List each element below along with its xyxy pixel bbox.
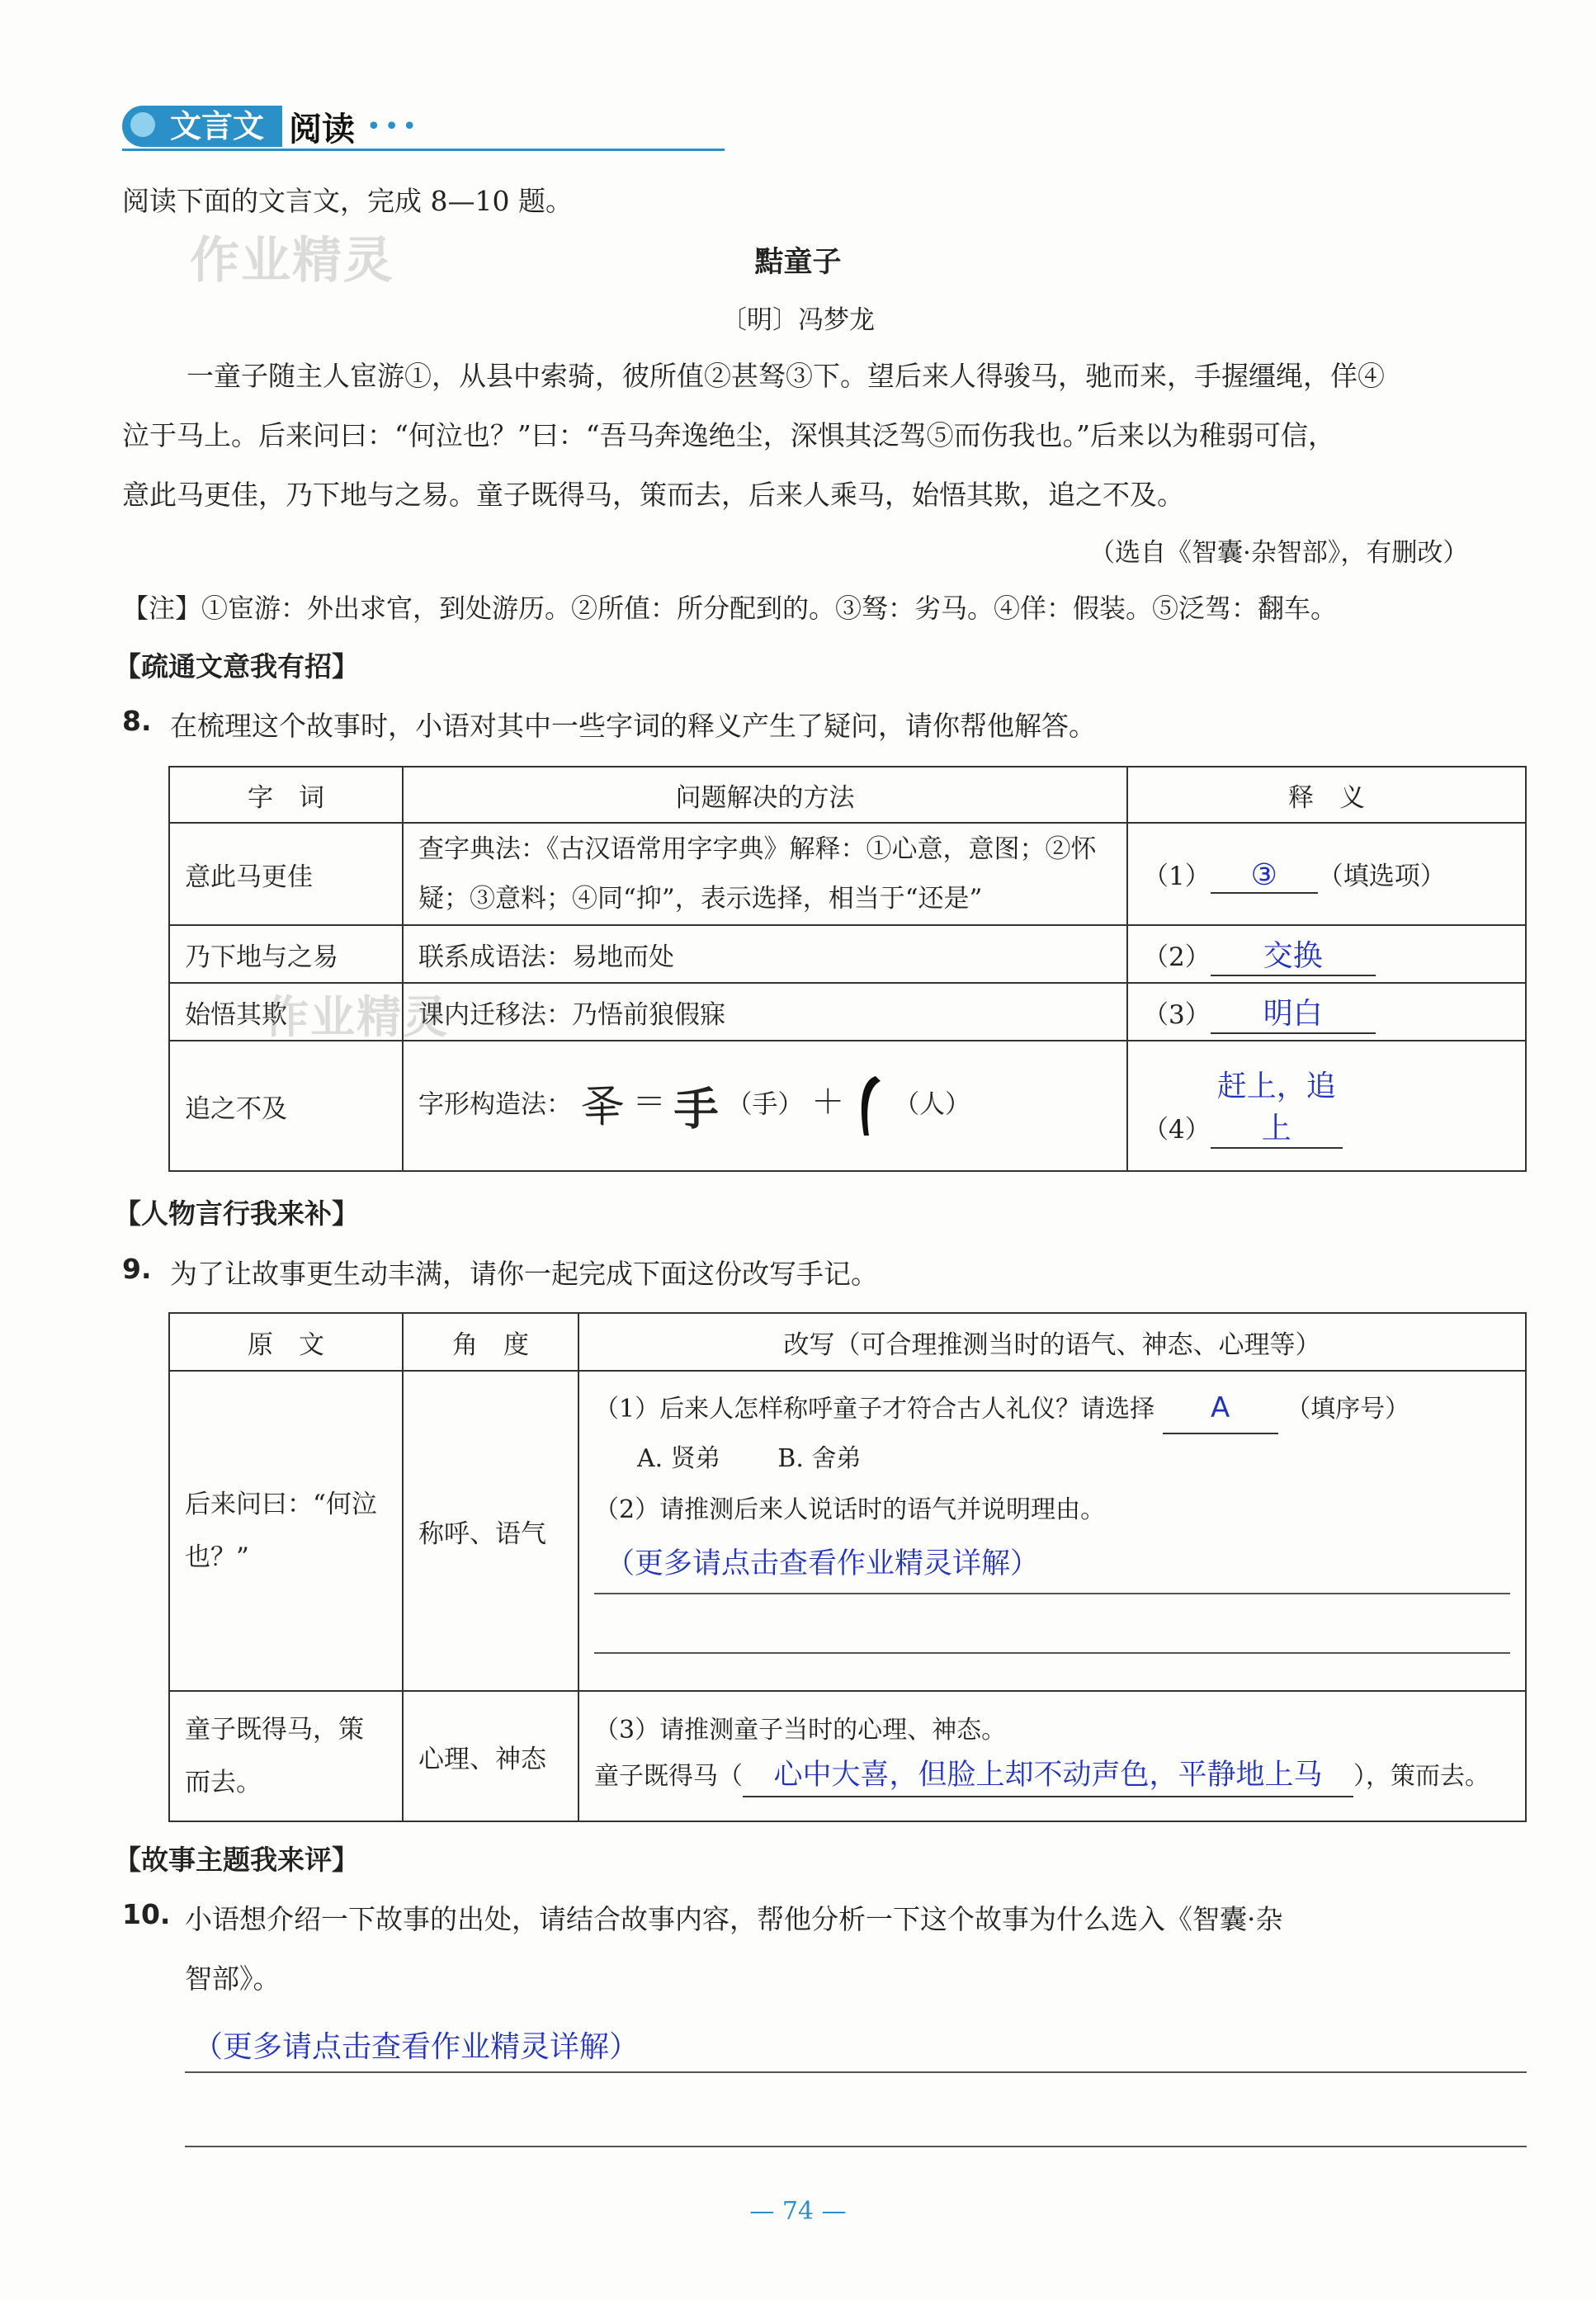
q8-label-2: （2）: [1143, 942, 1211, 972]
q9-option-a: A. 贤弟: [637, 1444, 720, 1473]
q9-rewrite-2: [578, 1691, 1526, 1821]
q8-header-word: 字 词: [169, 767, 403, 823]
section-underline: [122, 149, 725, 151]
q9-original-1: 后来问曰：“何泣也？”: [169, 1371, 403, 1691]
notes: 【注】①宦游：外出求官，到处游历。②所值：所分配到的。③驽：劣马。④佯：假装。⑤泛驾：翻车。: [122, 593, 1338, 624]
q8-method-3: 课内迁移法：乃悟前狼假寐: [403, 983, 1127, 1041]
table-row: [169, 1041, 1526, 1171]
q8-answer-4[interactable]: 赶上，追上: [1211, 1063, 1343, 1149]
q9-table: [168, 1312, 1527, 1822]
q8-word-2: 乃下地与之易: [169, 925, 403, 983]
q8-method-4: [403, 1041, 1127, 1171]
q9-answer-3[interactable]: 心中大喜，但脸上却不动声色，平静地上马: [743, 1755, 1353, 1797]
ancient-glyph-person: [852, 1073, 885, 1139]
part3-heading: 【故事主题我来评】: [114, 1844, 359, 1876]
q9-header-original: 原 文: [169, 1313, 403, 1371]
q9-answer-line-2[interactable]: [594, 1594, 1510, 1654]
q8-answer-1[interactable]: ③: [1211, 858, 1318, 894]
passage-author: 〔明〕冯梦龙: [721, 305, 875, 335]
q9-header-angle: 角 度: [403, 1313, 578, 1371]
q8-suffix-1: （填选项）: [1317, 861, 1446, 891]
plus-sign: ＋: [811, 1083, 845, 1122]
q10-answer[interactable]: （更多请点击查看作业精灵详解）: [193, 2030, 640, 2064]
q8-header-method: 问题解决的方法: [403, 767, 1127, 823]
q8-meaning-2: [1127, 925, 1526, 983]
q9-sub2: （2）请推测后来人说话时的语气并说明理由。: [594, 1495, 1106, 1524]
q8-header-meaning: 释 义: [1127, 767, 1526, 823]
table-row: [169, 1371, 1526, 1691]
q9-sub1: （1）后来人怎样称呼童子才符合古人礼仪？请选择: [594, 1395, 1155, 1424]
q8-answer-2[interactable]: 交换: [1211, 933, 1376, 976]
ancient-glyph-chase: 𠬤: [579, 1079, 625, 1131]
passage-title: 黠童子: [754, 246, 842, 279]
q9-answer-1[interactable]: A: [1163, 1383, 1278, 1434]
q9-sub1-suffix: （填序号）: [1286, 1395, 1410, 1424]
q8-word-1: 意此马更佳: [169, 823, 403, 925]
q10-stem-line-2: 智部》。: [185, 1962, 281, 1995]
watermark: 作业精灵: [190, 232, 394, 290]
q10-answer-line-1[interactable]: [185, 2071, 1527, 2073]
q9-header-rewrite: 改写（可合理推测当时的语气、神态、心理等）: [578, 1313, 1526, 1371]
section-header: [122, 106, 420, 147]
q9-answer-2[interactable]: （更多请点击查看作业精灵详解）: [594, 1535, 1510, 1594]
part2-heading: 【人物言行我来补】: [114, 1197, 359, 1230]
q8-label-1: （1）: [1143, 861, 1211, 891]
q8-meaning-3: [1127, 983, 1526, 1041]
q8-number: 8.: [122, 705, 152, 737]
q8-method-2: 联系成语法：易地而处: [403, 925, 1127, 983]
person-label: （人）: [894, 1089, 971, 1120]
q8-label-4: （4）: [1143, 1115, 1211, 1145]
q9-prefix: 童子既得马（: [594, 1762, 743, 1791]
q9-stem: 为了让故事更生动丰满，请你一起完成下面这份改写手记。: [170, 1258, 878, 1290]
q9-angle-1: 称呼、语气: [403, 1371, 578, 1691]
section-dots: •••: [366, 111, 421, 141]
q8-label-3: （3）: [1143, 999, 1211, 1030]
ancient-glyph-hand: 手: [673, 1082, 719, 1136]
passage-line-1: 一童子随主人宦游①，从县中索骑，彼所值②甚驽③下。望后来人得骏马，驰而来，手握缰绳，佯④: [187, 360, 1385, 392]
q8-word-4: 追之不及: [169, 1041, 403, 1171]
hand-label: （手）: [726, 1089, 804, 1120]
q10-stem-line-1: 小语想介绍一下故事的出处，请结合故事内容，帮他分析一下这个故事为什么选入《智囊·杂: [185, 1903, 1283, 1935]
section-title: 阅读: [289, 110, 356, 149]
q9-sub3: （3）请推测童子当时的心理、神态。: [594, 1716, 1007, 1745]
watermark-2: 作业精灵: [264, 991, 449, 1043]
passage-line-2: 泣于马上。后来问曰：“何泣也？”曰：“吾马奔逸绝尘，深惧其泛驾⑤而伤我也。”后来以为稚弱可信，: [122, 419, 1335, 451]
table-row: [169, 823, 1526, 925]
q10-number: 10.: [122, 1898, 171, 1930]
page-number: — 74 —: [749, 2197, 847, 2226]
q8-answer-3[interactable]: 明白: [1211, 990, 1376, 1034]
q9-option-b: B. 舍弟: [777, 1444, 862, 1473]
q8-table: [168, 766, 1527, 1172]
q9-suffix: ），策而去。: [1353, 1762, 1490, 1791]
q8-stem: 在梳理这个故事时，小语对其中一些字词的释义产生了疑问，请你帮他解答。: [170, 710, 1096, 742]
q8-meaning-4: [1127, 1041, 1526, 1171]
passage-line-3: 意此马更佳，乃下地与之易。童子既得马，策而去，后来人乘马，始悟其欺，追之不及。: [122, 479, 1184, 511]
table-row: [169, 925, 1526, 983]
q10-answer-line-2[interactable]: [185, 2146, 1527, 2147]
q8-method-4-label: 字形构造法：: [418, 1089, 572, 1120]
q8-meaning-1: [1127, 823, 1526, 925]
section-tag: 文言文: [122, 106, 282, 147]
q9-angle-2: 心理、神态: [403, 1691, 578, 1821]
q8-method-1: 查字典法：《古汉语常用字字典》解释：①心意，意图；②怀疑；③意料；④同“抑”，表示选择，相当于“还是”: [403, 823, 1127, 925]
q9-original-2: 童子既得马，策而去。: [169, 1691, 403, 1821]
equals-sign: ＝: [632, 1083, 666, 1122]
q8-word-3: 始悟其欺: [169, 983, 403, 1041]
intro-text: 阅读下面的文言文，完成 8—10 题。: [122, 185, 573, 217]
table-row: [169, 1691, 1526, 1821]
q9-rewrite-1: [578, 1371, 1526, 1691]
part1-heading: 【疏通文意我有招】: [114, 650, 359, 682]
passage-source: （选自《智囊·杂智部》，有删改）: [1089, 538, 1469, 568]
q9-number: 9.: [122, 1253, 152, 1285]
